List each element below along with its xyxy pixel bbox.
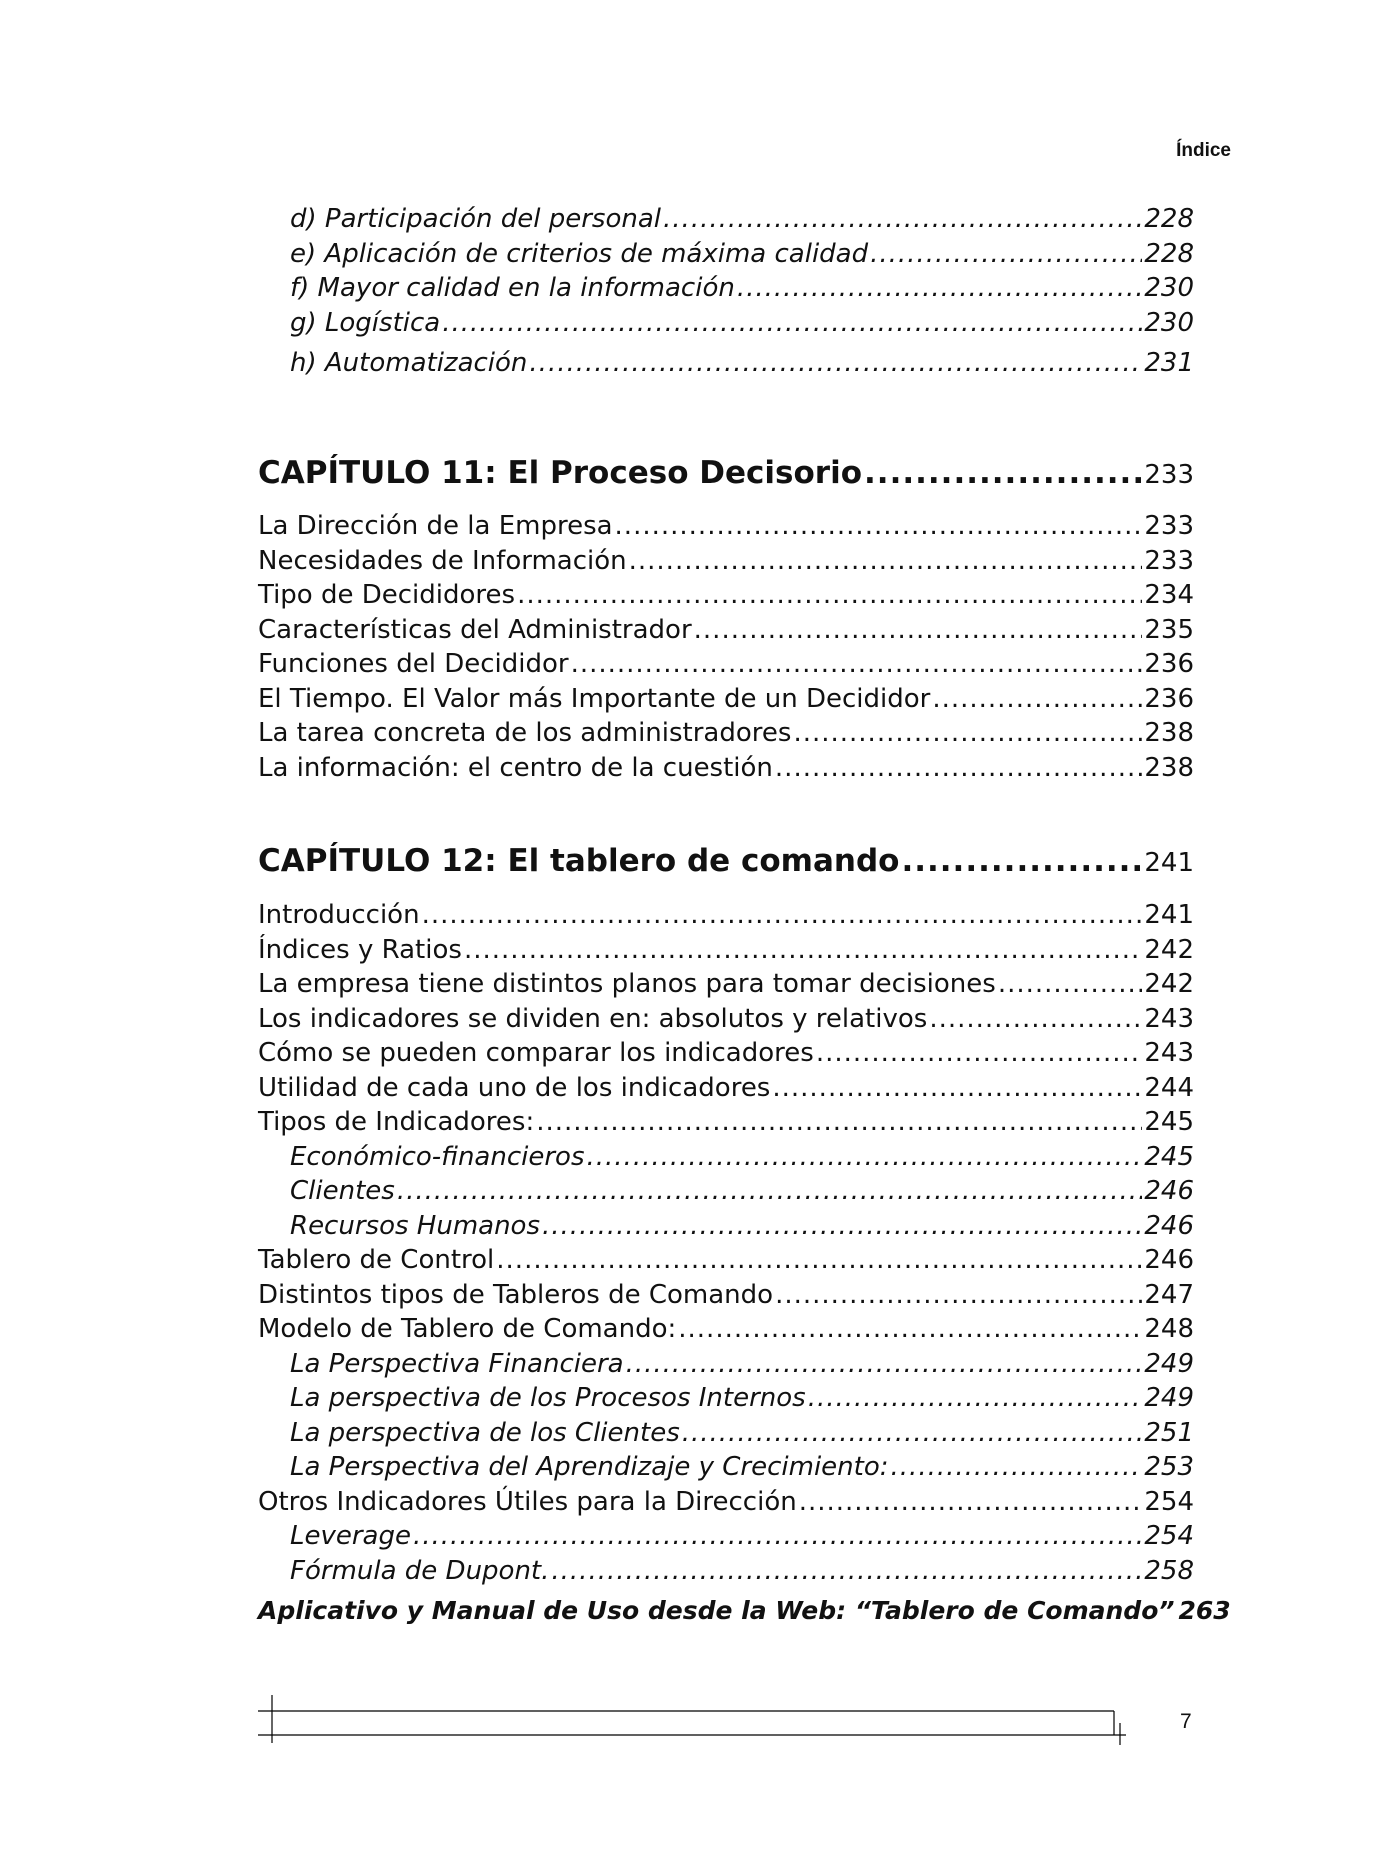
toc-entry-page: 242 bbox=[1144, 969, 1194, 999]
toc-entry-page: 233 bbox=[1144, 545, 1194, 576]
toc-entry[interactable] bbox=[258, 239, 1194, 274]
toc-chapter-entry[interactable] bbox=[258, 843, 1194, 883]
dot-leader bbox=[663, 204, 1142, 234]
dot-leader bbox=[998, 969, 1143, 999]
toc-entry-label: La perspectiva de los Procesos Internos bbox=[290, 1383, 806, 1413]
dot-leader bbox=[397, 1176, 1143, 1206]
toc-entry-label: Funciones del Decididor bbox=[258, 649, 569, 679]
toc-entry-page: 245 bbox=[1144, 1107, 1194, 1137]
dot-leader bbox=[775, 753, 1142, 783]
toc-entry[interactable] bbox=[258, 1211, 1194, 1246]
dot-leader bbox=[529, 348, 1142, 378]
toc-entry-label: Tipos de Indicadores: bbox=[258, 1107, 535, 1137]
toc-entry-page: 246 bbox=[1144, 1210, 1194, 1241]
dot-leader bbox=[775, 1280, 1142, 1310]
dot-leader bbox=[615, 511, 1143, 541]
toc-entry-page: 247 bbox=[1144, 1279, 1194, 1310]
dot-leader bbox=[442, 308, 1142, 338]
toc-entry-label: Índices y Ratios bbox=[258, 934, 462, 965]
toc-entry-label: Económico-financieros bbox=[290, 1141, 585, 1172]
dot-leader bbox=[901, 843, 1142, 879]
toc-entry-label: La perspectiva de los Clientes bbox=[290, 1417, 680, 1448]
dot-leader bbox=[571, 649, 1143, 679]
toc-entry-label: g) Logística bbox=[290, 307, 441, 338]
toc-entry[interactable] bbox=[258, 1418, 1194, 1453]
toc-entry-label: El Tiempo. El Valor más Importante de un Decididor bbox=[258, 683, 931, 714]
toc-entry-page: 251 bbox=[1144, 1417, 1194, 1448]
toc-entry-page: 249 bbox=[1144, 1348, 1194, 1379]
toc-entry-label: h) Automatización bbox=[290, 348, 528, 378]
dot-leader bbox=[536, 1107, 1142, 1137]
dot-leader bbox=[694, 615, 1143, 645]
toc-entry-page: 235 bbox=[1144, 614, 1194, 645]
toc-entry[interactable] bbox=[258, 308, 1194, 343]
toc-entry-label: Leverage bbox=[290, 1521, 411, 1551]
toc-entry[interactable] bbox=[258, 1073, 1194, 1108]
dot-leader bbox=[929, 1004, 1142, 1034]
chapter-11-heading bbox=[258, 455, 1194, 495]
dot-leader bbox=[626, 1349, 1143, 1379]
dot-leader bbox=[678, 1314, 1142, 1344]
toc-entry-label: f) Mayor calidad en la información bbox=[290, 273, 735, 303]
toc-entry[interactable] bbox=[258, 1556, 1194, 1591]
toc-entry-label: La Dirección de la Empresa bbox=[258, 511, 613, 541]
toc-entry-page: 249 bbox=[1144, 1383, 1194, 1413]
chapter-title: CAPÍTULO 11: El Proceso Decisorio bbox=[258, 455, 863, 491]
chapter-page: 233 bbox=[1144, 460, 1194, 490]
toc-entry-label: Modelo de Tablero de Comando: bbox=[258, 1314, 677, 1344]
toc-entry[interactable] bbox=[258, 273, 1194, 308]
appendix-label: Aplicativo y Manual de Uso desde la Web: “Tablero de Comando” bbox=[258, 1596, 1175, 1625]
dot-leader bbox=[682, 1418, 1143, 1448]
toc-entry-label: e) Aplicación de criterios de máxima calidad bbox=[290, 238, 869, 269]
chapter-12-heading bbox=[258, 843, 1194, 883]
toc-entry-page: 254 bbox=[1144, 1521, 1194, 1551]
toc-entry-page: 230 bbox=[1144, 307, 1194, 338]
toc-entry[interactable] bbox=[258, 718, 1194, 753]
toc-entry-page: 253 bbox=[1144, 1452, 1194, 1482]
toc-entry-page: 230 bbox=[1144, 273, 1194, 303]
toc-entry[interactable] bbox=[258, 900, 1194, 935]
toc-entry-label: Cómo se pueden comparar los indicadores bbox=[258, 1038, 814, 1068]
dot-leader bbox=[551, 1556, 1142, 1586]
toc-entry-label: Características del Administrador bbox=[258, 614, 692, 645]
dot-leader bbox=[517, 580, 1142, 610]
dot-leader bbox=[772, 1073, 1142, 1103]
page-number: 7 bbox=[1180, 1710, 1192, 1733]
dot-leader bbox=[464, 935, 1142, 965]
toc-entry-page: 258 bbox=[1144, 1555, 1194, 1586]
toc-entry[interactable] bbox=[258, 1004, 1194, 1039]
toc-entry[interactable] bbox=[258, 1280, 1194, 1315]
toc-entry[interactable] bbox=[258, 1142, 1194, 1177]
toc-entry-page: 246 bbox=[1144, 1245, 1194, 1275]
toc-entry[interactable] bbox=[258, 1107, 1194, 1142]
toc-entry-label: Utilidad de cada uno de los indicadores bbox=[258, 1072, 771, 1103]
toc-entry[interactable] bbox=[258, 511, 1194, 546]
toc-entry-page: 246 bbox=[1144, 1176, 1194, 1206]
toc-entry-page: 238 bbox=[1144, 752, 1194, 783]
toc-entry-page: 238 bbox=[1144, 718, 1194, 748]
toc-entry-label: Necesidades de Información bbox=[258, 545, 627, 576]
toc-entry-label: La empresa tiene distintos planos para tomar decisiones bbox=[258, 969, 996, 999]
toc-entry-page: 234 bbox=[1144, 580, 1194, 610]
toc-entry[interactable] bbox=[258, 1314, 1194, 1349]
dot-leader bbox=[542, 1211, 1142, 1241]
toc-entry-label: La Perspectiva del Aprendizaje y Crecimiento: bbox=[290, 1452, 889, 1482]
dot-leader bbox=[816, 1038, 1143, 1068]
toc-entry-page: 248 bbox=[1144, 1314, 1194, 1344]
toc-entry[interactable] bbox=[258, 935, 1194, 970]
toc-entry[interactable] bbox=[258, 1038, 1194, 1073]
toc-entry[interactable] bbox=[258, 1521, 1194, 1556]
toc-entry[interactable] bbox=[258, 1245, 1194, 1280]
toc-entry[interactable] bbox=[258, 1349, 1194, 1384]
dot-leader bbox=[864, 455, 1142, 491]
toc-entry-page: 245 bbox=[1144, 1141, 1194, 1172]
toc-entry-label: Distintos tipos de Tableros de Comando bbox=[258, 1279, 774, 1310]
toc-entry-page: 242 bbox=[1144, 934, 1194, 965]
toc-group-2 bbox=[258, 511, 1194, 787]
dot-leader bbox=[932, 684, 1142, 714]
toc-entry-label: Introducción bbox=[258, 900, 420, 930]
toc-entry-page: 228 bbox=[1144, 238, 1194, 269]
toc-entry-page: 254 bbox=[1144, 1486, 1194, 1517]
toc-entry-label: Tipo de Decididores bbox=[258, 580, 516, 610]
toc-entry[interactable] bbox=[258, 753, 1194, 788]
dot-leader bbox=[891, 1452, 1143, 1482]
dot-leader bbox=[413, 1521, 1142, 1551]
toc-entry[interactable] bbox=[258, 684, 1194, 719]
appendix-page: 263 bbox=[1178, 1596, 1231, 1625]
toc-group-1 bbox=[258, 204, 1194, 383]
toc-entry-label: Fórmula de Dupont. bbox=[290, 1555, 550, 1586]
toc-entry-label: Recursos Humanos bbox=[290, 1210, 541, 1241]
toc-entry[interactable] bbox=[258, 1487, 1194, 1522]
footer-rule bbox=[258, 1695, 1138, 1745]
toc-entry[interactable] bbox=[258, 580, 1194, 615]
toc-entry[interactable] bbox=[258, 1383, 1194, 1418]
toc-entry-label: Tablero de Control bbox=[258, 1245, 495, 1275]
toc-entry-page: 236 bbox=[1144, 649, 1194, 679]
toc-entry-page: 243 bbox=[1144, 1003, 1194, 1034]
dot-leader bbox=[587, 1142, 1143, 1172]
toc-entry-label: d) Participación del personal bbox=[290, 204, 662, 234]
dot-leader bbox=[808, 1383, 1143, 1413]
toc-entry-page: 228 bbox=[1144, 204, 1194, 234]
toc-entry[interactable] bbox=[258, 546, 1194, 581]
dot-leader bbox=[629, 546, 1143, 576]
toc-chapter-entry[interactable] bbox=[258, 455, 1194, 495]
dot-leader bbox=[799, 1487, 1143, 1517]
chapter-page: 241 bbox=[1144, 848, 1194, 878]
running-header: Índice bbox=[1176, 140, 1231, 161]
dot-leader bbox=[793, 718, 1142, 748]
toc-entry-label: La Perspectiva Financiera bbox=[290, 1348, 624, 1379]
toc-entry[interactable] bbox=[258, 1176, 1194, 1211]
toc-entry-label: Clientes bbox=[290, 1176, 395, 1206]
toc-entry-label: Otros Indicadores Útiles para la Dirección bbox=[258, 1486, 797, 1517]
toc-entry-page: 231 bbox=[1144, 348, 1194, 378]
toc-entry-page: 244 bbox=[1144, 1072, 1194, 1103]
dot-leader bbox=[870, 239, 1142, 269]
toc-entry[interactable] bbox=[258, 969, 1194, 1004]
toc-entry-page: 241 bbox=[1144, 900, 1194, 930]
toc-entry-page: 243 bbox=[1144, 1038, 1194, 1068]
toc-entry[interactable] bbox=[258, 348, 1194, 383]
toc-group-3 bbox=[258, 900, 1231, 1631]
toc-entry[interactable] bbox=[258, 649, 1194, 684]
toc-entry-label: La información: el centro de la cuestión bbox=[258, 752, 773, 783]
toc-entry[interactable] bbox=[258, 615, 1194, 650]
toc-entry-page: 236 bbox=[1144, 683, 1194, 714]
toc-appendix-entry[interactable] bbox=[258, 1596, 1231, 1631]
toc-entry-label: Los indicadores se dividen en: absolutos y relativos bbox=[258, 1003, 928, 1034]
toc-entry-label: La tarea concreta de los administradores bbox=[258, 718, 792, 748]
toc-entry-page: 233 bbox=[1144, 511, 1194, 541]
toc-entry[interactable] bbox=[258, 1452, 1194, 1487]
dot-leader bbox=[496, 1245, 1142, 1275]
toc-entry[interactable] bbox=[258, 204, 1194, 239]
chapter-title: CAPÍTULO 12: El tablero de comando bbox=[258, 843, 900, 879]
dot-leader bbox=[422, 900, 1143, 930]
dot-leader bbox=[737, 273, 1143, 303]
